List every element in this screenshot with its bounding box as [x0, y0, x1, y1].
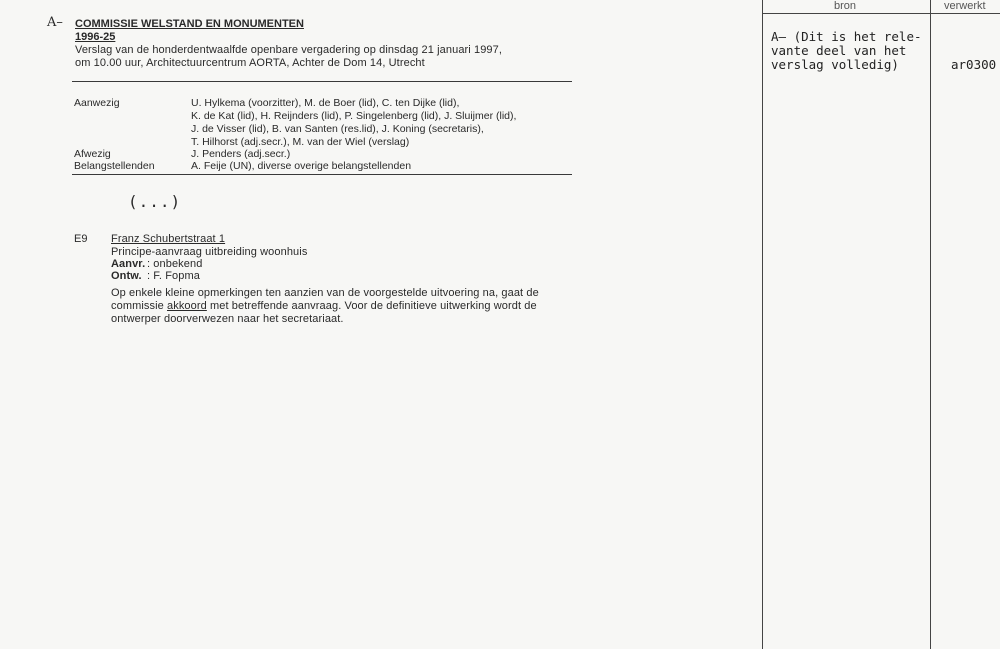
header-divider	[72, 81, 572, 82]
item-address: Franz Schubertstraat 1	[111, 233, 226, 245]
present-line-3: J. de Visser (lid), B. van Santen (res.lid), J. Koning (secretaris),	[191, 123, 484, 135]
item-description: Principe-aanvraag uitbreiding woonhuis	[111, 246, 308, 258]
stakeholders-label: Belangstellenden	[74, 160, 155, 172]
column-header-rule	[762, 13, 1000, 14]
item-code: E9	[74, 233, 88, 245]
absent-label: Afwezig	[74, 148, 111, 160]
applicant-value: : onbekend	[147, 258, 203, 270]
decision-akkoord: akkoord	[167, 300, 207, 312]
absent-value: J. Penders (adj.secr.)	[191, 148, 291, 160]
stakeholders-value: A. Feije (UN), diverse overige belangstellenden	[191, 160, 412, 172]
omission-marker: (...)	[128, 192, 182, 211]
verwerkt-column-left-rule	[930, 0, 931, 649]
verwerkt-header: verwerkt	[944, 0, 986, 12]
subtitle-line-1: Verslag van de honderdentwaalfde openbare vergadering op dinsdag 21 januari 1997,	[75, 44, 503, 56]
applicant-label: Aanvr.	[111, 258, 146, 270]
bron-note-line-1: A– (Dit is het rele-	[771, 29, 922, 44]
subtitle-line-2: om 10.00 uur, Architectuurcentrum AORTA, Achter de Dom 14, Utrecht	[75, 57, 425, 69]
document-number: 1996-25	[75, 31, 116, 43]
attendance-divider	[72, 174, 572, 175]
designer-label: Ontw.	[111, 270, 142, 282]
present-line-2: K. de Kat (lid), H. Reijnders (lid), P. Singelenberg (lid), J. Sluijmer (lid),	[191, 110, 517, 122]
present-line-4: T. Hilhorst (adj.secr.), M. van der Wiel (verslag)	[191, 136, 410, 148]
document-title: COMMISSIE WELSTAND EN MONUMENTEN	[75, 18, 304, 30]
bron-note-line-2: vante deel van het	[771, 43, 907, 58]
body-line-1: Op enkele kleine opmerkingen ten aanzien van de voorgestelde uitvoering na, gaat de	[111, 287, 539, 299]
present-label: Aanwezig	[74, 97, 120, 109]
verwerkt-code: ar0300	[951, 57, 997, 72]
body-line-3: ontwerper doorverwezen naar het secretariaat.	[111, 313, 344, 325]
body-line-2: commissie akkoord met betreffende aanvraag. Voor de definitieve uitwerking wordt de	[111, 300, 537, 312]
bron-header: bron	[834, 0, 857, 12]
section-marker: A–	[47, 15, 63, 30]
designer-value: : F. Fopma	[147, 270, 200, 282]
bron-note-line-3: verslag volledig)	[771, 57, 899, 72]
bron-column-left-rule	[762, 0, 763, 649]
present-line-1: U. Hylkema (voorzitter), M. de Boer (lid), C. ten Dijke (lid),	[191, 97, 460, 109]
